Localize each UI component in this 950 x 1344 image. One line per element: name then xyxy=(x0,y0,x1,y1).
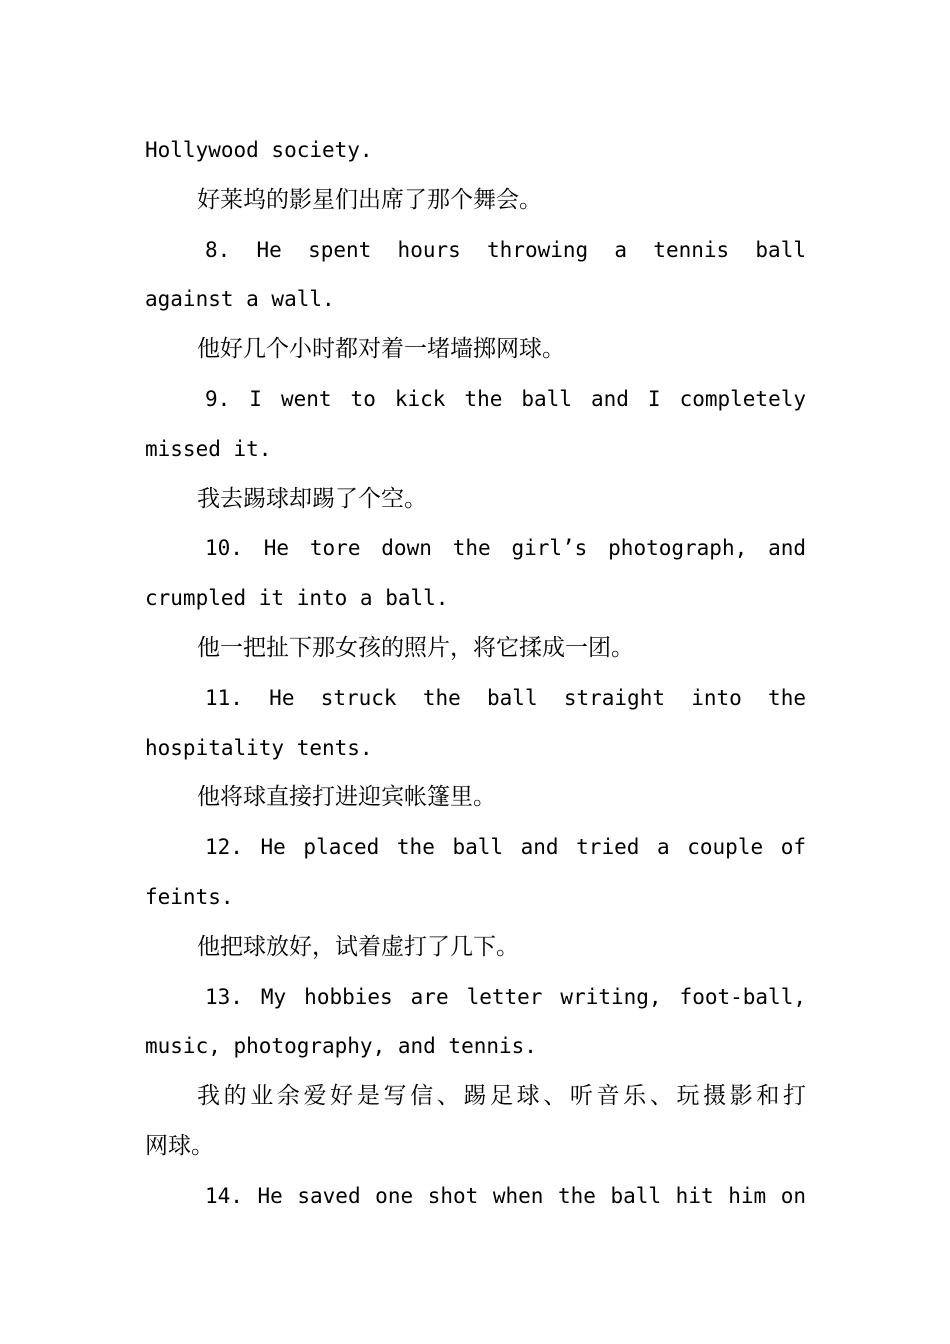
translation-line: 我去踢球却踢了个空。 xyxy=(197,485,427,512)
translation-line: 他将球直接打进迎宾帐篷里。 xyxy=(197,784,496,811)
example-sentence-11: 11. He struck the ball straight into the xyxy=(205,685,806,710)
translation-line: 他把球放好，试着虚打了几下。 xyxy=(197,933,519,960)
example-sentence-14: 14. He saved one shot when the ball hit him on xyxy=(205,1183,806,1208)
example-sentence-8: 8. He spent hours throwing a tennis ball xyxy=(205,237,806,262)
example-sentence-12: 12. He placed the ball and tried a couple of xyxy=(205,835,806,860)
translation-line: 网球。 xyxy=(145,1132,214,1159)
text-line: against a wall. xyxy=(145,287,335,312)
translation-line: 好莱坞的影星们出席了那个舞会。 xyxy=(197,186,542,213)
translation-line: 他好几个小时都对着一堵墙掷网球。 xyxy=(197,336,565,363)
text-line: feints. xyxy=(145,884,234,909)
document-body xyxy=(145,126,806,1222)
text-line: Hollywood society. xyxy=(145,138,373,162)
translation-line: 他一把扯下那女孩的照片，将它揉成一团。 xyxy=(197,634,634,661)
text-line: crumpled it into a ball. xyxy=(145,586,449,611)
text-line: music, photography, and tennis. xyxy=(145,1034,537,1059)
example-sentence-10: 10. He tore down the girl’s photograph, and xyxy=(205,536,806,561)
text-line: hospitality tents. xyxy=(145,735,373,760)
example-sentence-13: 13. My hobbies are letter writing, foot-ball, xyxy=(205,984,806,1009)
translation-line: 我的业余爱好是写信、踢足球、听音乐、玩摄影和打 xyxy=(197,1083,806,1110)
text-line: missed it. xyxy=(145,436,272,461)
example-sentence-9: 9. I went to kick the ball and I completely xyxy=(205,386,806,411)
